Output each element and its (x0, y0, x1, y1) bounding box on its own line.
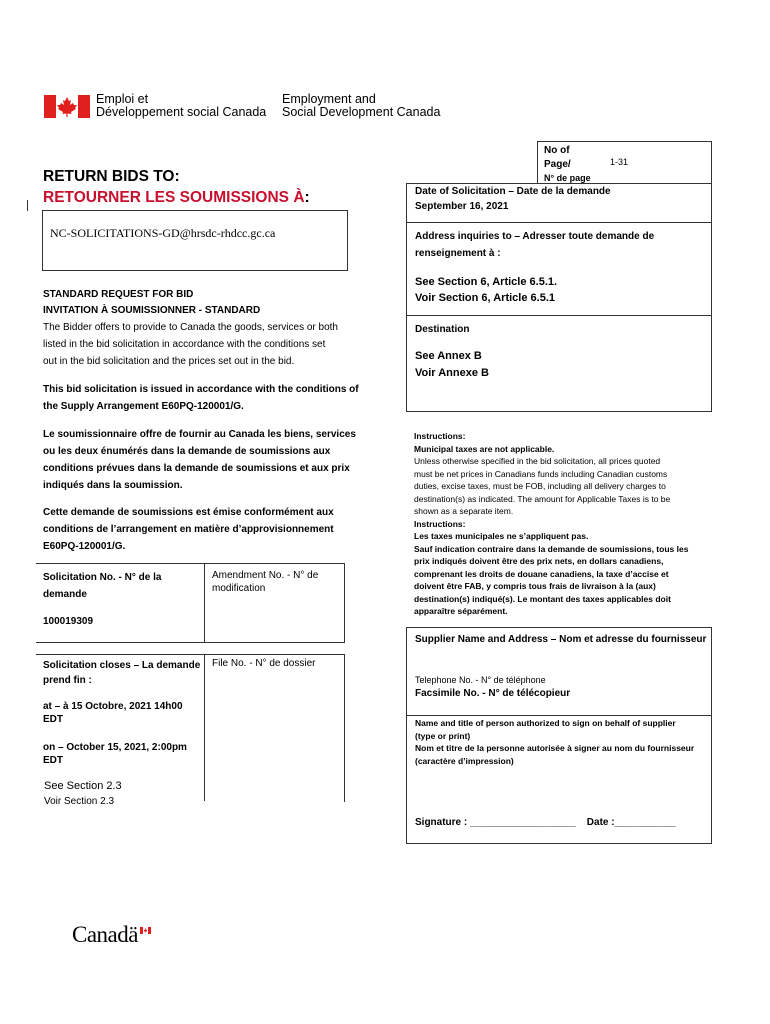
closing-date-en-line: EDT (43, 755, 63, 766)
canada-flag-icon (44, 95, 90, 118)
closes-label-1: Solicitation closes – La demande (43, 660, 201, 671)
dept-fr-line-2: Développement social Canada (96, 105, 267, 119)
bidder-offer-text-fr (43, 426, 356, 494)
supply-arrangement-fr-line: E60PQ-120001/G. (43, 541, 126, 552)
voir-section-text: Voir Section 2.3 (44, 796, 115, 807)
dept-fr-line-1: Emploi et (96, 92, 149, 106)
instructions-fr-line: destination(s) indiqué(s). Le montant des taxes applicables doit (414, 593, 671, 604)
closing-date-fr-line: at – à 15 Octobre, 2021 14h00 (43, 701, 183, 712)
solicitation-number-value: 100019309 (43, 616, 94, 627)
bidder-offer-text (43, 319, 338, 370)
address-inquiries-label-2: renseignement à : (415, 248, 501, 259)
solicitation-number-label (43, 569, 161, 603)
page-label-fr: N° de page (544, 173, 591, 183)
instructions-block (414, 430, 688, 618)
bidder-offer-fr-line: ou les deux énumérés dans la demande de soumissions aux (43, 446, 331, 457)
bidder-offer-line: out in the bid solicitation and the prices set out in the bid. (43, 356, 295, 367)
solicitation-number-box (36, 563, 345, 643)
supply-arrangement-line: This bid solicitation is issued in accordance with the conditions of (43, 384, 359, 395)
file-number-label: File No. - N° de dossier (212, 658, 316, 669)
instructions-fr-line: comprenant les droits de douane canadiens, la taxe d’accise et (414, 568, 669, 579)
signature-line[interactable]: Signature : ___________________ Date :___________ (415, 817, 676, 828)
authorized-person-line: (caractère d’impression) (415, 755, 514, 766)
instructions-fr-line: doivent être FAB, y compris tous frais de livraison à la (aux) (414, 581, 656, 591)
instructions-fr-line: Les taxes municipales ne s’appliquent pas. (414, 531, 589, 541)
return-email: NC-SOLICITATIONS-GD@hrsdc-rhdcc.gc.ca (50, 226, 276, 240)
page-number-box (537, 141, 712, 183)
instructions-line: Unless otherwise specified in the bid solicitation, all prices quoted (414, 456, 661, 466)
closing-date-fr-line: EDT (43, 714, 63, 725)
divider (407, 315, 711, 316)
facsimile-label: Facsimile No. - N° de télécopieur (415, 688, 571, 699)
instructions-line: destination(s) as indicated. The amount for Applicable Taxes is to be (414, 493, 671, 504)
return-bids-title-fr (43, 189, 310, 207)
address-inquiries-value-1: See Section 6, Article 6.5.1. (415, 276, 558, 288)
authorized-person-line: Nom et titre de la personne autorisée à signer au nom du fournisseur (415, 743, 695, 753)
amendment-number-label (212, 569, 318, 595)
instructions-line: Municipal taxes are not applicable. (414, 443, 555, 454)
bidder-offer-fr-line: Le soumissionnaire offre de fournir au Canada les biens, services (43, 429, 356, 440)
text-cursor-mark (27, 200, 28, 211)
closes-label (43, 658, 200, 688)
address-inquiries-value-2: Voir Section 6, Article 6.5.1 (415, 292, 555, 304)
closing-date-en-line: on – October 15, 2021, 2:00pm (43, 742, 187, 753)
address-inquiries-label: Address inquiries to – Adresser toute demande de (415, 231, 655, 242)
vertical-divider (204, 564, 205, 642)
solicitation-number-label-2: demande (43, 589, 87, 600)
supply-arrangement-fr-line: conditions de l’arrangement en matière d’approvisionnement (43, 524, 334, 535)
closing-date-fr (43, 700, 183, 726)
solicitation-number-label-1: Solicitation No. - N° de la (43, 572, 162, 583)
destination-value-1: See Annex B (415, 350, 482, 362)
authorized-person-line: Name and title of person authorized to sign on behalf of supplier (415, 718, 676, 728)
supplier-box (406, 627, 712, 844)
solicitation-date-label: Date of Solicitation – Date de la demande (415, 186, 611, 197)
bidder-offer-line: listed in the bid solicitation in accordance with the conditions set (43, 339, 326, 350)
solicitation-date-value: September 16, 2021 (415, 201, 509, 212)
amendment-label-1: Amendment No. - N° de (212, 570, 319, 581)
amendment-label-2: modification (212, 583, 266, 594)
department-name-en (282, 93, 440, 119)
return-bids-title: RETURN BIDS TO: (43, 168, 180, 185)
bidder-offer-line: The Bidder offers to provide to Canada the goods, services or both (43, 322, 338, 333)
supply-arrangement-text (43, 381, 359, 415)
supply-arrangement-text-fr (43, 504, 334, 555)
see-section-text: See Section 2.3 (44, 780, 122, 792)
dept-en-line-2: Social Development Canada (282, 105, 441, 119)
bidder-offer-fr-line: indiqués dans la soumission. (43, 480, 183, 491)
instructions-fr-line: Sauf indication contraire dans la demande de soumissions, tous les (414, 543, 689, 554)
canada-wordmark (72, 922, 138, 948)
supply-arrangement-line: the Supply Arrangement E60PQ-120001/G. (43, 401, 244, 412)
closes-label-2: prend fin : (43, 675, 92, 686)
closing-date-en (43, 741, 187, 767)
instructions-line: duties, excise taxes, must be FOB, including all delivery charges to (414, 481, 666, 491)
instructions-line: must be net prices in Canadians funds including Canadian customs (414, 468, 668, 479)
destination-label: Destination (415, 324, 470, 335)
authorized-person-label (415, 717, 694, 767)
vertical-divider (204, 655, 205, 801)
instructions-line: shown as a separate item. (414, 506, 514, 516)
divider (407, 222, 711, 223)
page-label: Page/ (544, 159, 571, 170)
instructions-heading-fr: Instructions: (414, 518, 466, 529)
instructions-fr-line: prix indiqués doivent être des prix nets, en dollars canadiens, (414, 556, 664, 566)
bidder-offer-fr-line: conditions prévues dans la demande de soumissions et aux prix (43, 463, 350, 474)
standard-request-title-fr: INVITATION À SOUMISSIONNER - STANDARD (43, 305, 261, 316)
return-bids-title-fr-text: RETOURNER LES SOUMISSIONS À (43, 189, 305, 206)
department-name-fr (96, 93, 266, 119)
supplier-title: Supplier Name and Address – Nom et adresse du fournisseur (415, 634, 707, 645)
authorized-person-line: (type or print) (415, 730, 471, 741)
instructions-heading: Instructions: (414, 431, 466, 441)
destination-value-2: Voir Annexe B (415, 367, 489, 379)
return-bids-colon: : (304, 189, 310, 206)
page-count: 1-31 (610, 157, 629, 167)
telephone-label: Telephone No. - N° de téléphone (415, 675, 546, 685)
dept-en-line-1: Employment and (282, 92, 376, 106)
wordmark-flag-icon (140, 921, 151, 928)
supply-arrangement-fr-line: Cette demande de soumissions est émise conformément aux (43, 507, 334, 518)
solicitation-info-box (406, 183, 712, 412)
divider (407, 715, 711, 716)
no-of-label: No of (544, 145, 570, 156)
canada-wordmark-text: Canadä (72, 922, 138, 947)
standard-request-title: STANDARD REQUEST FOR BID (43, 289, 194, 300)
instructions-fr-line: apparaître séparément. (414, 606, 508, 616)
return-bids-box (42, 210, 348, 271)
